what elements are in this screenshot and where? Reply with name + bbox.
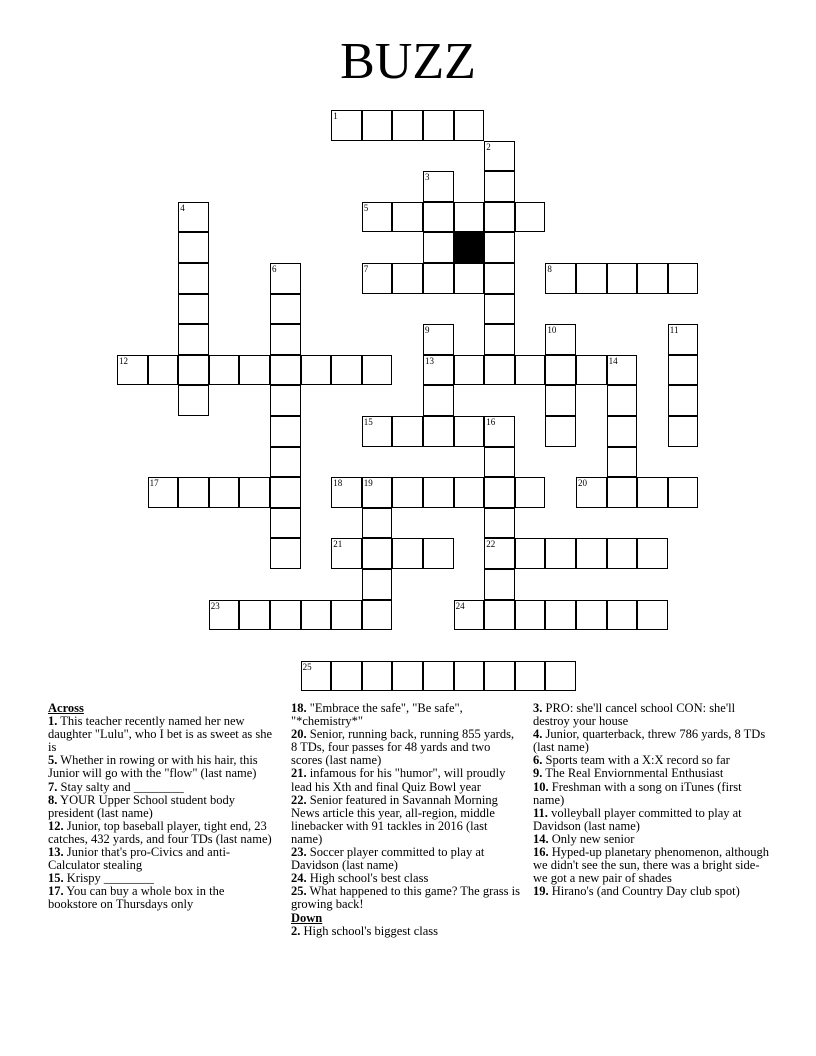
clue-text: You can buy a whole box in the bookstore on Thursdays only [48, 884, 225, 912]
clue-text: Only new senior [548, 831, 635, 846]
grid-cell[interactable] [607, 447, 638, 478]
clue-text: High school's best class [306, 871, 429, 886]
grid-cell[interactable] [362, 202, 393, 233]
across-clue [291, 767, 521, 793]
grid-cell[interactable] [607, 385, 638, 416]
grid-cell[interactable] [423, 263, 454, 294]
across-clue [48, 885, 273, 911]
grid-cell[interactable] [423, 477, 454, 508]
clue-num: 9. [533, 766, 543, 781]
grid-cell[interactable] [515, 477, 546, 508]
clue-num: 15. [48, 871, 64, 886]
grid-cell[interactable] [515, 661, 546, 692]
grid-cell[interactable] [331, 538, 362, 569]
clue-num: 21. [291, 766, 307, 781]
grid-cell[interactable] [484, 600, 515, 631]
clue-num: 25. [291, 884, 307, 899]
grid-cell[interactable] [362, 355, 393, 386]
grid-cell[interactable] [545, 600, 576, 631]
grid-cell[interactable] [362, 538, 393, 569]
grid-cell[interactable] [362, 600, 393, 631]
grid-cell[interactable] [178, 385, 209, 416]
grid-cell[interactable] [454, 600, 485, 631]
grid-cell[interactable] [576, 538, 607, 569]
grid-cell[interactable] [392, 477, 423, 508]
grid-cell[interactable] [576, 355, 607, 386]
grid-cell[interactable] [607, 416, 638, 447]
grid-cell[interactable] [331, 477, 362, 508]
clue-text: This teacher recently named her new daughter "Lulu", who I bet is as sweet as she is [48, 714, 273, 755]
grid-cell[interactable] [392, 416, 423, 447]
clue-number: 4 [180, 202, 185, 213]
grid-cell[interactable] [545, 263, 576, 294]
clue-number: 2 [486, 141, 491, 152]
clue-text: volleyball player committed to play at Davidson (last name) [533, 805, 742, 833]
clue-number: 11 [669, 325, 679, 336]
grid-cell[interactable] [484, 263, 515, 294]
clue-text: YOUR Upper School student body president (last name) [48, 792, 236, 820]
grid-cell[interactable] [454, 110, 485, 141]
grid-cell[interactable] [607, 600, 638, 631]
clue-text: The Real Enviornmental Enthusiast [542, 766, 724, 781]
grid-cell[interactable] [637, 263, 668, 294]
grid-cell[interactable] [484, 538, 515, 569]
grid-cell[interactable] [545, 538, 576, 569]
grid-cell[interactable] [607, 477, 638, 508]
grid-cell[interactable] [545, 416, 576, 447]
grid-cell[interactable] [178, 355, 209, 386]
clue-text: What happened to this game? The grass is growing back! [291, 884, 520, 912]
grid-cell[interactable] [607, 263, 638, 294]
grid-cell[interactable] [270, 538, 301, 569]
grid-cell[interactable] [178, 202, 209, 233]
clue-number: 1 [333, 111, 338, 121]
grid-cell[interactable] [607, 538, 638, 569]
grid-cell[interactable] [301, 600, 332, 631]
clue-num: 14. [533, 831, 549, 846]
clue-text: Junior, quarterback, threw 786 yards, 8 TDs (last name) [533, 727, 766, 755]
across-clue [48, 754, 273, 780]
clue-number: 16 [486, 417, 496, 427]
clue-num: 23. [291, 845, 307, 860]
grid-cell[interactable] [392, 538, 423, 569]
grid-cell[interactable] [454, 355, 485, 386]
clue-text: Krispy ________ [63, 871, 154, 886]
grid-cell[interactable] [301, 355, 332, 386]
grid-cell[interactable] [423, 661, 454, 692]
grid-cell[interactable] [331, 600, 362, 631]
grid-cell[interactable] [545, 355, 576, 386]
clue-text: High school's biggest class [300, 923, 439, 938]
clue-number: 20 [578, 478, 587, 489]
across-list-part-2 [291, 702, 521, 912]
grid-cell[interactable] [148, 477, 179, 508]
grid-cell[interactable] [148, 355, 179, 386]
clue-column-1 [48, 702, 273, 912]
clue-num: 7. [48, 779, 58, 794]
clue-num: 17. [48, 884, 64, 899]
grid-cell[interactable] [454, 202, 485, 233]
clue-number: 12 [119, 355, 128, 366]
down-clue [533, 846, 773, 885]
grid-cell[interactable] [423, 538, 454, 569]
grid-cell[interactable] [270, 416, 301, 447]
grid-cell[interactable] [270, 477, 301, 508]
clue-number: 8 [547, 264, 552, 274]
grid-cell[interactable] [484, 141, 515, 172]
grid-cell[interactable] [362, 263, 393, 294]
grid-cell[interactable] [484, 232, 515, 263]
clue-number: 22 [486, 539, 496, 550]
clue-text: Senior, running back, running 855 yards, 8 TDs, four passes for 48 yards and two scores (last name) [291, 727, 515, 768]
black-square [454, 232, 485, 263]
clue-text: Stay salty and ________ [57, 779, 184, 794]
clue-num: 10. [533, 779, 549, 794]
grid-cell[interactable] [576, 263, 607, 294]
clue-text: Junior that's pro-Civics and anti-Calculator stealing [48, 845, 231, 873]
grid-cell[interactable] [362, 110, 393, 141]
grid-cell[interactable] [423, 355, 454, 386]
grid-cell[interactable] [331, 110, 362, 141]
clue-text: Soccer player committed to play at Davidson (last name) [291, 845, 485, 873]
grid-cell[interactable] [484, 661, 515, 692]
puzzle-title: BUZZ [340, 33, 476, 90]
grid-cell[interactable] [392, 110, 423, 141]
clue-num: 18. [291, 701, 307, 715]
grid-cell[interactable] [239, 600, 270, 631]
down-list-part-2 [533, 702, 773, 898]
grid-cell[interactable] [362, 569, 393, 600]
grid-cell[interactable] [392, 202, 423, 233]
grid-cell[interactable] [515, 202, 546, 233]
grid-cell[interactable] [454, 416, 485, 447]
down-clue [533, 702, 773, 728]
grid-cell[interactable] [637, 600, 668, 631]
grid-cell[interactable] [331, 355, 362, 386]
clue-number: 25 [302, 661, 312, 672]
grid-cell[interactable] [423, 202, 454, 233]
grid-cell[interactable] [484, 355, 515, 386]
grid-cell[interactable] [484, 171, 515, 202]
clue-num: 1. [48, 714, 58, 729]
grid-cell[interactable] [239, 355, 270, 386]
grid-cell[interactable] [668, 324, 699, 355]
clue-number: 18 [333, 478, 343, 489]
down-clue [533, 781, 773, 807]
grid-cell[interactable] [668, 263, 699, 294]
grid-cell[interactable] [270, 600, 301, 631]
grid-cell[interactable] [607, 355, 638, 386]
grid-cell[interactable] [392, 661, 423, 692]
across-clue [48, 715, 273, 754]
clue-text: Hyped-up planetary phenomenon, although we didn't see the sun, there was a bright side- we got a new pair of shades [533, 845, 770, 886]
down-clue [533, 728, 773, 754]
grid-cell[interactable] [362, 416, 393, 447]
across-clue [291, 794, 521, 846]
grid-cell[interactable] [423, 232, 454, 263]
clue-text: infamous for his "humor", will proudly lead his Xth and final Quiz Bowl year [291, 766, 506, 794]
clue-num: 6. [533, 753, 543, 768]
grid-cell[interactable] [301, 661, 332, 692]
clue-num: 2. [291, 923, 301, 938]
down-clue [291, 925, 521, 938]
across-clue [291, 885, 521, 911]
clue-num: 11. [533, 805, 548, 820]
grid-cell[interactable] [668, 355, 699, 386]
clue-number: 19 [363, 478, 373, 489]
grid-cell[interactable] [484, 202, 515, 233]
clue-number: 17 [149, 478, 159, 489]
clue-text: PRO: she'll cancel school CON: she'll destroy your house [533, 701, 736, 729]
grid-cell[interactable] [484, 569, 515, 600]
grid-cell[interactable] [484, 447, 515, 478]
clue-column-2 [291, 702, 521, 938]
across-header: Across [48, 701, 84, 715]
clue-number: 3 [425, 172, 430, 183]
grid-cell[interactable] [545, 385, 576, 416]
clue-text: "Embrace the safe", "Be safe", "*chemistry*" [291, 701, 463, 729]
grid-cell[interactable] [545, 661, 576, 692]
grid-cell[interactable] [576, 600, 607, 631]
clue-num: 20. [291, 727, 307, 742]
grid-cell[interactable] [362, 508, 393, 539]
grid-cell[interactable] [270, 294, 301, 325]
clue-num: 13. [48, 845, 64, 860]
grid-cell[interactable] [178, 324, 209, 355]
grid-cell[interactable] [362, 477, 393, 508]
clue-text: Whether in rowing or with his hair, this Junior will go with the "flow" (last name) [48, 753, 258, 781]
clue-number: 15 [363, 417, 373, 427]
clue-number: 21 [333, 539, 343, 550]
grid-cell[interactable] [270, 385, 301, 416]
down-header: Down [291, 910, 323, 925]
clue-num: 19. [533, 884, 549, 899]
clue-text: Sports team with a X:X record so far [542, 753, 730, 768]
grid-cell[interactable] [270, 447, 301, 478]
down-clue [533, 885, 773, 898]
grid-cell[interactable] [484, 416, 515, 447]
across-clue [291, 728, 521, 767]
clue-number: 23 [210, 600, 220, 611]
down-clue [533, 807, 773, 833]
grid-cell[interactable] [668, 385, 699, 416]
grid-cell[interactable] [239, 477, 270, 508]
across-clue [48, 820, 273, 846]
clue-num: 8. [48, 792, 58, 807]
grid-cell[interactable] [637, 477, 668, 508]
grid-cell[interactable] [178, 294, 209, 325]
clue-number: 6 [272, 264, 277, 274]
grid-cell[interactable] [576, 477, 607, 508]
grid-cell[interactable] [423, 416, 454, 447]
grid-cell[interactable] [454, 661, 485, 692]
grid-cell[interactable] [668, 416, 699, 447]
clue-text: Senior featured in Savannah Morning News article this year, all-region, middle linebacker with 91 tackles in 2016 (last name) [291, 792, 498, 846]
clue-text: Freshman with a song on iTunes (first name) [533, 779, 742, 807]
grid-cell[interactable] [423, 385, 454, 416]
clue-num: 12. [48, 818, 64, 833]
grid-cell[interactable] [484, 508, 515, 539]
across-clue [291, 846, 521, 872]
grid-cell[interactable] [423, 324, 454, 355]
grid-cell[interactable] [515, 355, 546, 386]
down-list-part-1 [291, 925, 521, 938]
grid-cell[interactable] [484, 477, 515, 508]
clue-number: 13 [425, 355, 434, 366]
clue-text: Junior, top baseball player, tight end, 23 catches, 432 yards, and four TDs (last name) [48, 818, 272, 846]
clue-number: 24 [455, 600, 465, 611]
across-clue [48, 794, 273, 820]
clue-number: 5 [363, 202, 369, 213]
clue-column-3 [533, 702, 773, 898]
clue-num: 22. [291, 792, 307, 807]
grid-cell[interactable] [178, 477, 209, 508]
grid-cell[interactable] [545, 324, 576, 355]
grid-cell[interactable] [270, 508, 301, 539]
grid-cell[interactable] [515, 538, 546, 569]
clue-number: 14 [608, 355, 618, 366]
clue-text: Hirano's (and Country Day club spot) [548, 884, 740, 899]
grid-cell[interactable] [484, 294, 515, 325]
grid-cell[interactable] [423, 110, 454, 141]
grid-cell[interactable] [454, 477, 485, 508]
grid-cell[interactable] [209, 477, 240, 508]
grid-cell[interactable] [117, 355, 148, 386]
grid-cell[interactable] [454, 263, 485, 294]
grid-cell[interactable] [209, 355, 240, 386]
grid-cell[interactable] [392, 263, 423, 294]
grid-cell[interactable] [178, 232, 209, 263]
grid-cell[interactable] [515, 600, 546, 631]
grid-cell[interactable] [484, 324, 515, 355]
grid-cell[interactable] [637, 538, 668, 569]
grid-cell[interactable] [270, 355, 301, 386]
clue-num: 3. [533, 701, 543, 715]
clue-num: 24. [291, 871, 307, 886]
across-list-part-1 [48, 715, 273, 911]
grid-cell[interactable] [209, 600, 240, 631]
grid-cell[interactable] [668, 477, 699, 508]
across-clue [291, 702, 521, 728]
grid-cell[interactable] [270, 324, 301, 355]
clue-number: 9 [425, 325, 430, 336]
clue-num: 16. [533, 845, 549, 860]
grid-cell[interactable] [423, 171, 454, 202]
grid-cell[interactable] [270, 263, 301, 294]
clue-number: 7 [363, 264, 369, 274]
clue-number: 10 [547, 325, 557, 336]
clue-num: 4. [533, 727, 543, 742]
grid-cell[interactable] [331, 661, 362, 692]
clue-num: 5. [48, 753, 58, 768]
grid-cell[interactable] [362, 661, 393, 692]
grid-cell[interactable] [178, 263, 209, 294]
across-clue [48, 846, 273, 872]
